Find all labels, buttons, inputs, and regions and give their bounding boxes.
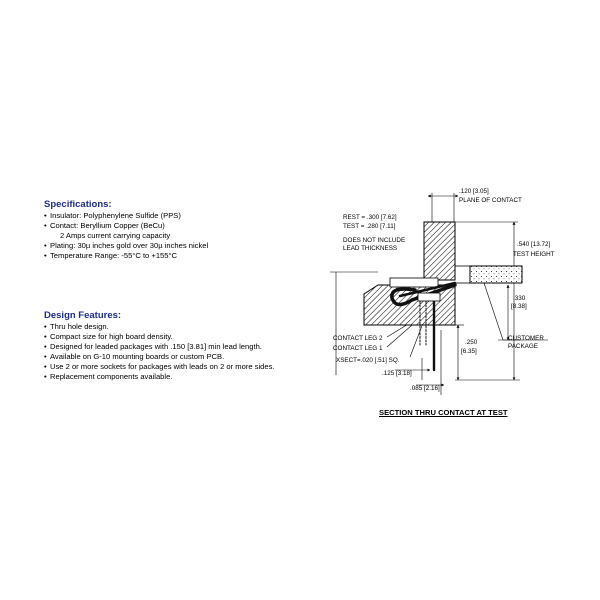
feature-item: • Use 2 or more sockets for packages with leads on 2 or more sides. [44, 362, 334, 372]
label-test-height: TEST HEIGHT [513, 251, 555, 258]
spec-item: • Contact: Beryllium Copper (BeCu) [44, 221, 334, 231]
label-xsect: XSECT=.020 [.51] SQ. [336, 357, 400, 364]
spec-item: • Temperature Range: -55°C to +155°C [44, 251, 334, 261]
label-dim-250a: .250 [465, 339, 478, 346]
diagram-caption: SECTION THRU CONTACT AT TEST [379, 408, 508, 417]
feature-item: • Designed for leaded packages with .150 [3.81] min lead length. [44, 342, 334, 352]
label-not-include-1: DOES NOT INCLUDE [343, 237, 406, 244]
design-features-heading: Design Features: [44, 310, 122, 321]
label-dim-085: .085 [2.16] [410, 385, 440, 392]
label-dim-250b: [6.35] [461, 348, 477, 355]
label-customer-2: PACKAGE [508, 343, 538, 350]
feature-item: • Compact size for high board density. [44, 332, 334, 342]
customer-package [470, 266, 522, 283]
label-contact-leg-1: CONTACT LEG 1 [333, 345, 383, 352]
label-test: TEST = .280 [7.11] [343, 223, 396, 230]
spec-item: 2 Amps current carrying capacity [60, 231, 171, 240]
label-dim-120: .120 [3.05] [459, 188, 489, 195]
specifications-heading: Specifications: [44, 199, 112, 210]
label-dim-540: .540 [13.72] [517, 241, 551, 248]
label-plane-of-contact: PLANE OF CONTACT [459, 197, 522, 204]
label-customer-1: CUSTOMER [508, 335, 544, 342]
spec-item: • Plating: 30µ inches gold over 30µ inches nickel [44, 241, 334, 251]
spec-item: • Insulator: Polyphenylene Sulfide (PPS) [44, 211, 334, 221]
feature-item: • Replacement components available. [44, 372, 334, 382]
contact-base [418, 293, 440, 301]
feature-item: • Available on G-10 mounting boards or custom PCB. [44, 352, 334, 362]
feature-item: • Thru hole design. [44, 322, 334, 332]
label-dim-330a: .330 [513, 295, 526, 302]
label-rest: REST = .300 [7.62] [343, 214, 397, 221]
label-not-include-2: LEAD THICKNESS [343, 245, 398, 252]
label-dim-330b: [8.38] [511, 303, 527, 310]
label-contact-leg-2: CONTACT LEG 2 [333, 335, 383, 342]
label-dim-125: .125 [3.18] [382, 370, 412, 377]
